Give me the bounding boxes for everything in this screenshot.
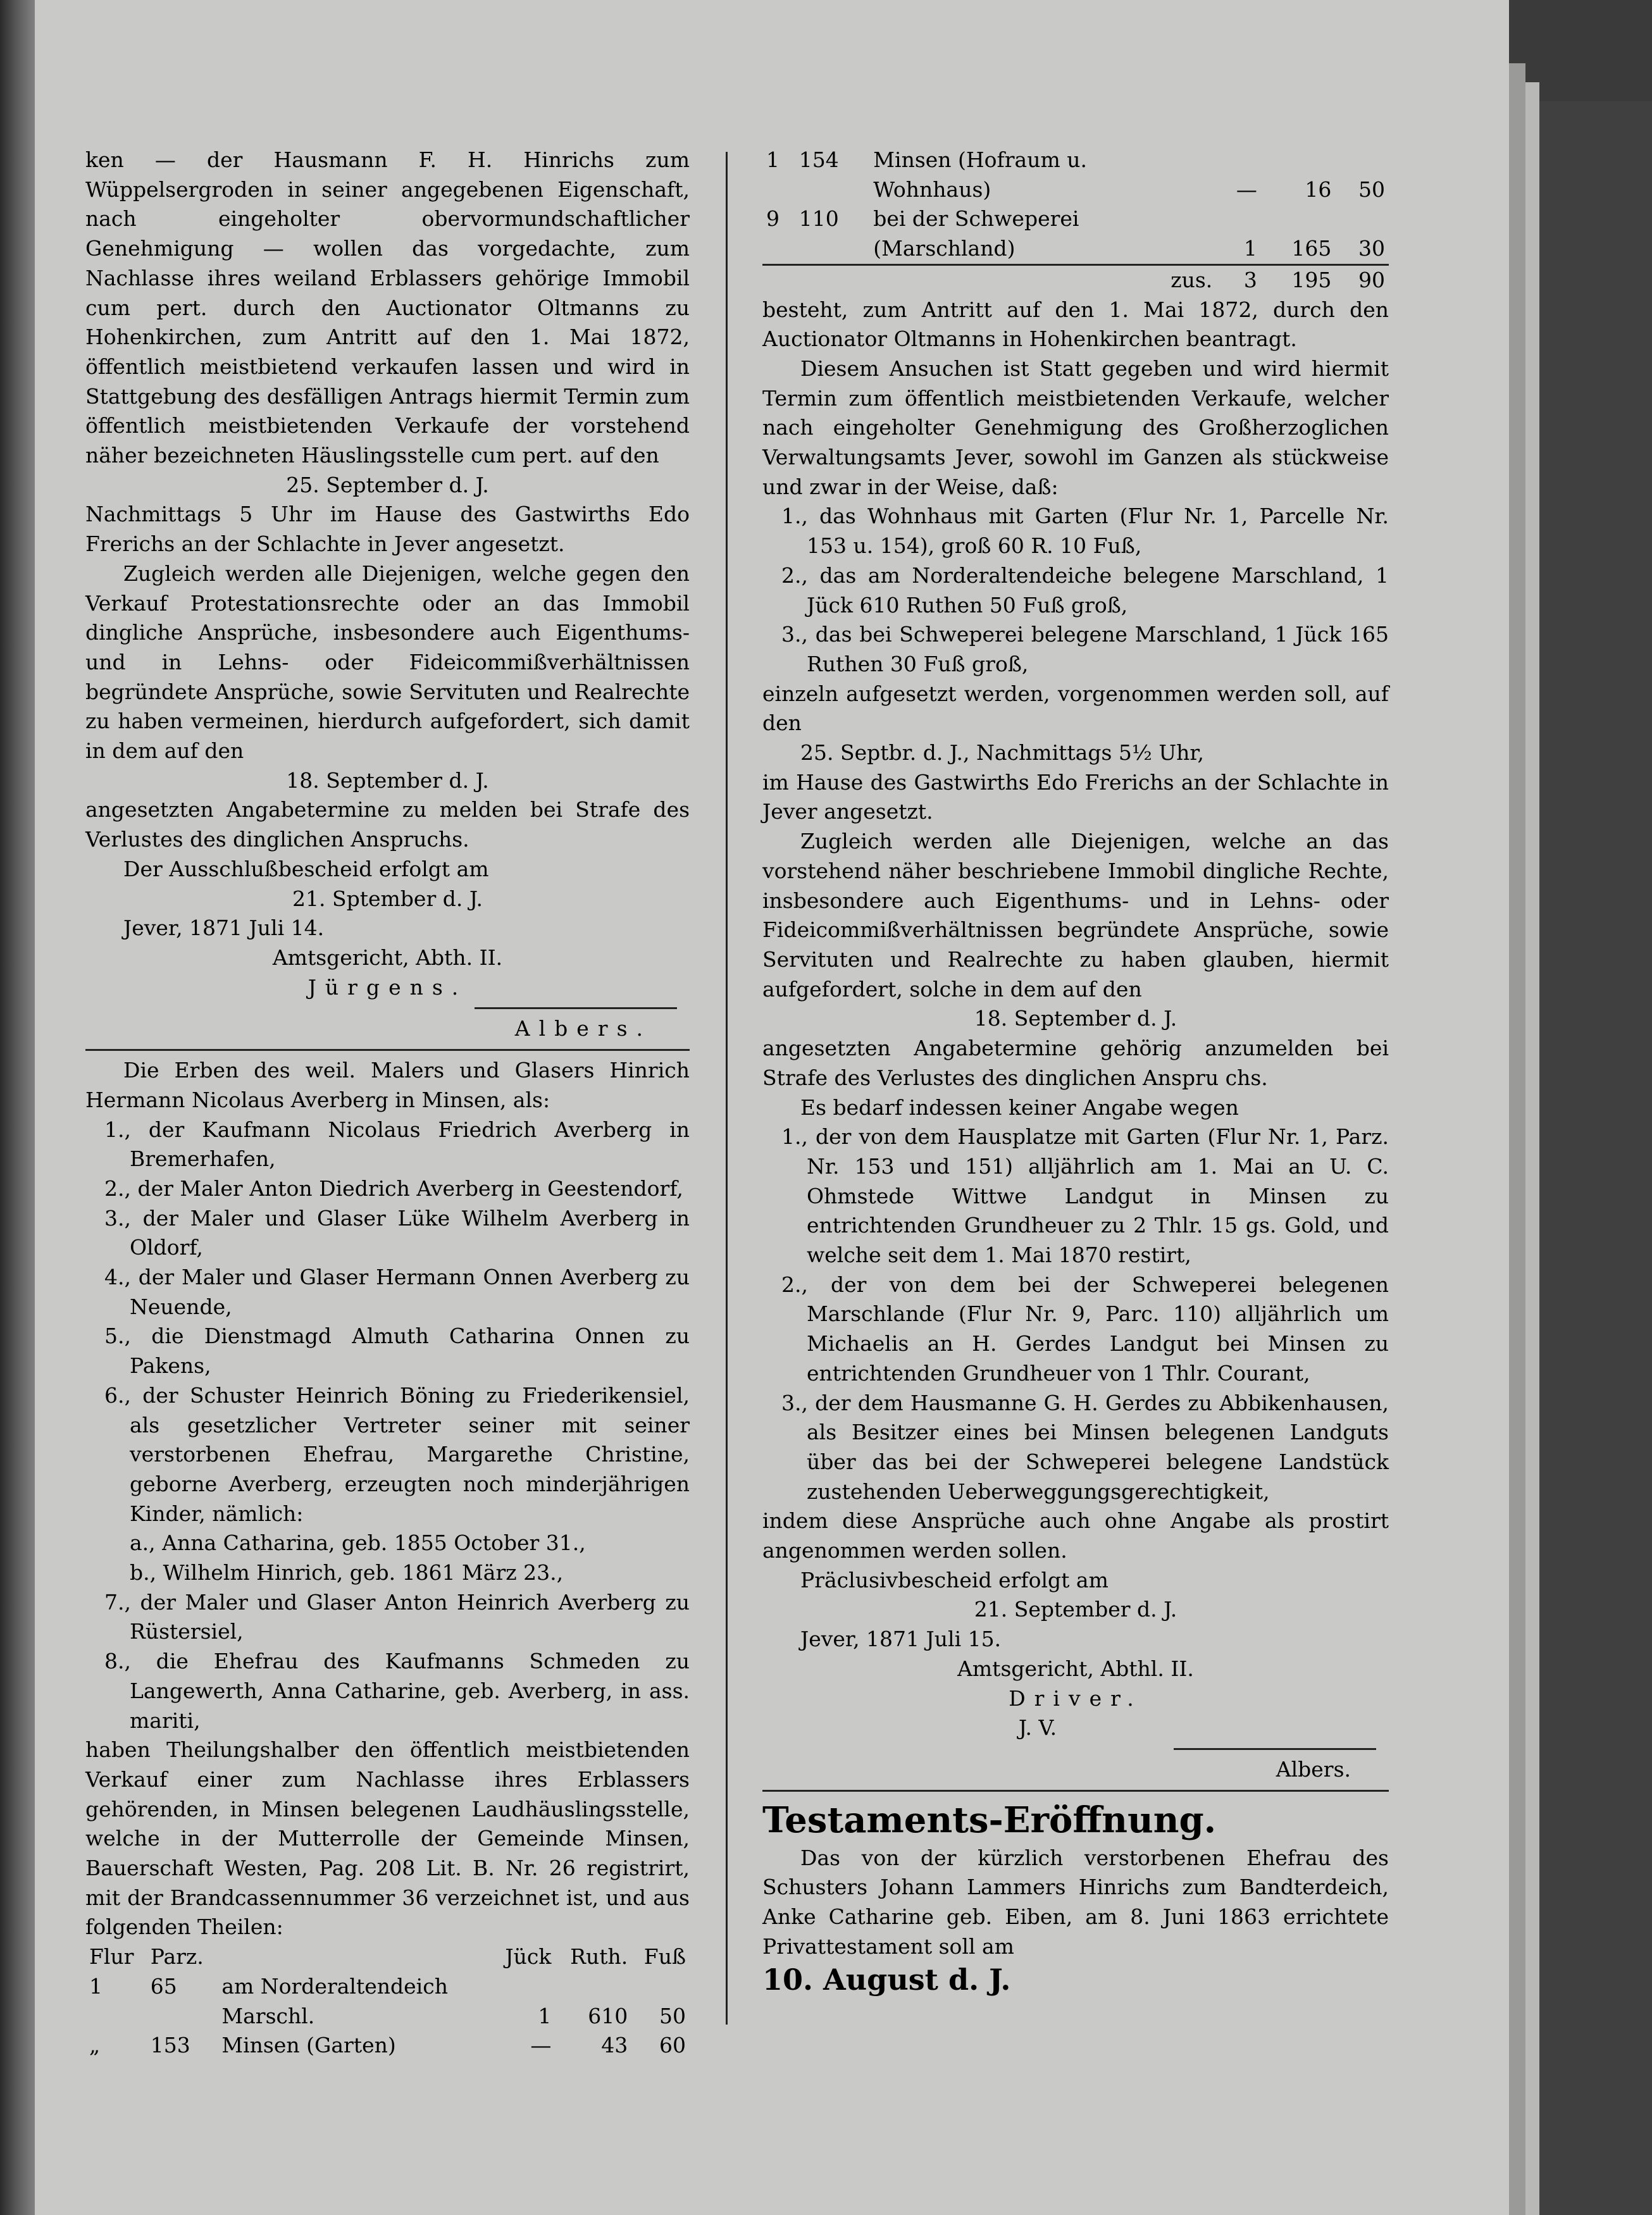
paragraph: Präclusivbescheid erfolgt am <box>800 1567 1109 1592</box>
list-item: 1., der Kaufmann Nicolaus Friedrich Averberg in Bremerhafen, <box>104 1117 690 1172</box>
table-cell: 90 <box>1335 264 1389 295</box>
paragraph: angesetzten Angabetermine zu melden bei Strafe des Verlustes des dinglichen Anspruchs. <box>85 797 690 852</box>
judge-signature: Driver. <box>1009 1685 1143 1711</box>
page-edge <box>1509 63 1525 2215</box>
table-cell: bei der Schweperei <box>873 206 1079 232</box>
table-row <box>762 234 1389 264</box>
table-cell <box>1261 204 1336 234</box>
date-line: 21. September d. J. <box>974 1597 1177 1622</box>
book-cover-edge <box>1539 101 1652 2215</box>
table-cell: Marschl. <box>221 2003 315 2028</box>
clerk-signature: Albers. <box>1276 1756 1351 1782</box>
table-cell: 1 <box>538 2003 552 2028</box>
place-date: Jever, 1871 Juli 15. <box>800 1627 1002 1652</box>
list-item: 7., der Maler und Glaser Anton Heinrich Averberg zu Rüstersiel, <box>104 1589 690 1644</box>
signature-rule <box>1174 1748 1376 1750</box>
table-cell: 165 <box>1291 236 1332 261</box>
table-row <box>85 1972 690 2002</box>
page-edge <box>1525 82 1539 2215</box>
land-parcel-table-continued <box>762 146 1389 295</box>
table-cell: 195 <box>1261 264 1336 295</box>
table-cell: 50 <box>1358 177 1385 202</box>
list-item: 3., der dem Hausmanne G. H. Gerdes zu Abbikenhausen, als Besitzer eines bei Minsen belegenen Landguts über das bei der Schweperei belegene Landstück zustehenden Ueberweggungsgerechtigkeit, <box>781 1390 1389 1504</box>
table-header: Parz. <box>150 1944 204 1970</box>
table-header: Flur <box>89 1944 134 1970</box>
right-column <box>762 146 1389 1998</box>
table-cell: „ <box>89 2033 101 2058</box>
paragraph: Diesem Ansuchen ist Statt gegeben und wird hiermit Termin zum öffentlich meistbietenden Verkaufe, welcher nach eingeholter Genehmigung des Großherzoglichen Verwaltungsamts Jever, sowohl im Ganzen als stückweise und zwar in der Weise, daß: <box>762 356 1389 499</box>
highlight-date: 10. August d. J. <box>762 1963 1011 1997</box>
list-item: 4., der Maler und Glaser Hermann Onnen Averberg zu Neuende, <box>104 1265 690 1319</box>
date-line: 21. Sptember d. J. <box>292 886 483 911</box>
table-row <box>762 146 1389 175</box>
table-header: Jück <box>505 1944 552 1970</box>
date-line: 18. September d. J. <box>286 767 489 793</box>
table-cell <box>1261 146 1336 175</box>
table-cell: 16 <box>1305 177 1332 202</box>
list-item: 2., der Maler Anton Diedrich Averberg in Geestendorf, <box>104 1176 683 1201</box>
table-cell <box>85 2002 147 2032</box>
section-divider <box>85 1049 690 1051</box>
paragraph: im Hause des Gastwirths Edo Frerichs an der Schlachte in Jever angesetzt. <box>762 769 1389 824</box>
book-gutter <box>0 0 38 2215</box>
court-name: Amtsgericht, Abth. II. <box>272 945 503 970</box>
table-cell: 610 <box>588 2003 628 2028</box>
paragraph: ken — der Hausmann F. H. Hinrichs zum Wüppelsergroden in seiner angegebenen Eigenschaft, nach eingeholter obervormundschaftlicher Genehmigung — wollen das vorgedachte, zum Nachlasse ihres weiland Erblassers gehörige Immobil cum pert. durch den Auctionator Oltmanns zu Hohenkirchen, zum Antritt auf den 1. Mai 1872, öffentlich meistbietend verkaufen lassen und wird in Stattgebung des desfälligen Antrags hiermit Termin zum öffentlich meistbietenden Verkaufe der vorstehend näher bezeichneten Häuslingsstelle cum pert. auf den <box>85 147 690 468</box>
table-cell: — <box>530 2033 552 2058</box>
section-divider <box>762 1790 1389 1792</box>
list-item: 6., der Schuster Heinrich Böning zu Friederikensiel, als gesetzlicher Vertreter seiner mit seiner verstorbenen Ehefrau, Margarethe Christine, geborne Averberg, erzeugten noch minderjährigen Kinder, nämlich: <box>104 1382 690 1526</box>
table-cell <box>631 1972 690 2002</box>
table-cell <box>1335 146 1389 175</box>
table-cell: 1 <box>89 1973 102 1999</box>
table-cell <box>1335 204 1389 234</box>
table-cell: 30 <box>1358 236 1385 261</box>
table-cell: Minsen (Garten) <box>221 2033 396 2058</box>
list-item: 3., der Maler und Glaser Lüke Wilhelm Averberg in Oldorf, <box>104 1205 690 1260</box>
table-row <box>85 2031 690 2061</box>
table-cell: 3 <box>1216 264 1261 295</box>
table-cell: 110 <box>798 206 839 232</box>
table-cell <box>762 175 795 205</box>
table-row <box>762 175 1389 205</box>
table-header-row <box>85 1942 690 1972</box>
table-header: Fuß <box>643 1944 686 1970</box>
list-subitem: b., Wilhelm Hinrich, geb. 1861 März 23., <box>130 1560 564 1585</box>
table-cell <box>1216 204 1261 234</box>
left-column <box>85 146 690 2061</box>
table-cell <box>1216 146 1261 175</box>
table-cell <box>147 2002 218 2032</box>
land-parcel-table <box>85 1942 690 2061</box>
list-item: 8., die Ehefrau des Kaufmanns Schmeden zu Langewerth, Anna Catharine, geb. Averberg, in ass. mariti, <box>104 1649 690 1733</box>
paragraph: angesetzten Angabetermine gehörig anzumelden bei Strafe des Verlustes des dinglichen Anspru chs. <box>762 1036 1389 1090</box>
table-header <box>218 1942 492 1972</box>
clerk-signature: Albers. <box>514 1016 652 1041</box>
paragraph: indem diese Ansprüche auch ohne Angabe als prostirt angenommen werden sollen. <box>762 1508 1389 1563</box>
table-cell: — <box>1236 177 1257 202</box>
table-cell: Minsen (Hofraum u. <box>873 147 1087 172</box>
table-cell: 154 <box>798 147 839 172</box>
paragraph: haben Theilungshalber den öffentlich meistbietenden Verkauf einer zum Nachlasse ihres Erblassers gehörenden, in Minsen belegenen Laudhäuslingsstelle, welche in der Mutterrolle der Gemeinde Minsen, Bauerschaft Westen, Pag. 208 Lit. B. Nr. 26 registrirt, mit der Brandcassennummer 36 verzeichnet ist, und aus folgenden Theilen: <box>85 1737 690 1940</box>
signature-rule <box>475 1007 677 1009</box>
table-cell: 50 <box>659 2003 686 2028</box>
paragraph: besteht, zum Antritt auf den 1. Mai 1872, durch den Auctionator Oltmanns in Hohenkirchen beantragt. <box>762 297 1389 352</box>
table-cell <box>762 234 795 264</box>
paragraph: Zugleich werden alle Diejenigen, welche gegen den Verkauf Protestationsrechte oder an das Immobil dingliche Ansprüche, insbesondere auch Eigenthums- und in Lehns- oder Fideicommißverhältnissen begründete Ansprüche, sowie Servituten und Realrechte zu haben vermeinen, hierdurch aufgefordert, sich damit in dem auf den <box>85 561 690 764</box>
table-cell: 1 <box>766 147 779 172</box>
table-cell <box>795 234 870 264</box>
date-line: 25. September d. J. <box>286 472 489 497</box>
table-cell: 60 <box>659 2033 686 2058</box>
judge-deputy: J. V. <box>1018 1715 1057 1740</box>
table-cell: am Norderaltendeich <box>221 1973 448 1999</box>
list-item: 5., die Dienstmagd Almuth Catharina Onnen zu Pakens, <box>104 1324 690 1379</box>
judge-signature: Jürgens. <box>307 974 468 1000</box>
table-cell <box>555 1972 631 2002</box>
table-header: Ruth. <box>570 1944 628 1970</box>
paragraph: Der Ausschlußbescheid erfolgt am <box>123 856 489 881</box>
table-cell: 43 <box>601 2033 628 2058</box>
table-sum-row <box>762 264 1389 295</box>
date-line: 25. Septbr. d. J., Nachmittags 5½ Uhr, <box>800 740 1205 766</box>
date-line: 18. September d. J. <box>974 1006 1177 1031</box>
table-cell: 1 <box>1243 236 1257 261</box>
paragraph: einzeln aufgesetzt werden, vorgenommen werden soll, auf den <box>762 681 1389 736</box>
table-cell: zus. <box>869 264 1216 295</box>
table-cell: Wohnhaus) <box>873 177 991 202</box>
column-divider <box>726 152 728 2025</box>
list-item: 1., das Wohnhaus mit Garten (Flur Nr. 1, Parcelle Nr. 153 u. 154), groß 60 R. 10 Fuß, <box>781 504 1389 559</box>
paragraph: Die Erben des weil. Malers und Glasers Hinrich Hermann Nicolaus Averberg in Minsen, als: <box>85 1058 690 1112</box>
table-cell: (Marschland) <box>873 236 1015 261</box>
paragraph: Es bedarf indessen keiner Angabe wegen <box>800 1095 1239 1120</box>
table-cell <box>492 1972 556 2002</box>
paragraph: Zugleich werden alle Diejenigen, welche an das vorstehend näher beschriebene Immobil dingliche Rechte, insbesondere auch Eigenthums- und in Lehns- oder Fideicommißverhältnissen begründete Ansprüche, sowie Servituten und Realrechte zu haben glauben, hiermit aufgefordert, solche in dem auf den <box>762 829 1389 1002</box>
list-item: 2., das am Norderaltendeiche belegene Marschland, 1 Jück 610 Ruthen 50 Fuß groß, <box>781 562 1389 617</box>
section-heading: Testaments-Eröffnung. <box>762 1799 1217 1841</box>
paragraph: Das von der kürzlich verstorbenen Ehefrau des Schusters Johann Lammers Hinrichs zum Bandterdeich, Anke Catharine geb. Eiben, am 8. Juni 1863 errichtete Privattestament soll am <box>762 1845 1389 1959</box>
table-cell: 153 <box>150 2033 190 2058</box>
paragraph: Nachmittags 5 Uhr im Hause des Gastwirths Edo Frerichs an der Schlachte in Jever angesetzt. <box>85 502 690 557</box>
table-row <box>762 204 1389 234</box>
place-date: Jever, 1871 Juli 14. <box>123 915 325 941</box>
list-subitem: a., Anna Catharina, geb. 1855 October 31., <box>130 1530 586 1556</box>
list-item: 3., das bei Schweperei belegene Marschland, 1 Jück 165 Ruthen 30 Fuß groß, <box>781 622 1389 676</box>
table-cell: 65 <box>150 1973 177 1999</box>
court-name: Amtsgericht, Abthl. II. <box>957 1656 1194 1681</box>
table-cell: 9 <box>766 206 779 232</box>
list-item: 1., der von dem Hausplatze mit Garten (Flur Nr. 1, Parz. Nr. 153 und 151) alljährlich am 1. Mai an U. C. Ohmstede Wittwe Landgut in Minsen zu entrichtenden Grundheuer zu 2 Thlr. 15 gs. Gold, und welche seit dem 1. Mai 1870 restirt, <box>781 1124 1389 1268</box>
table-cell <box>795 175 870 205</box>
list-item: 2., der von dem bei der Schweperei belegenen Marschlande (Flur Nr. 9, Parc. 110) alljährlich um Michaelis an H. Gerdes Landgut bei Minsen zu entrichtenden Grundheuer von 1 Thlr. Courant, <box>781 1272 1389 1386</box>
table-row <box>85 2002 690 2032</box>
